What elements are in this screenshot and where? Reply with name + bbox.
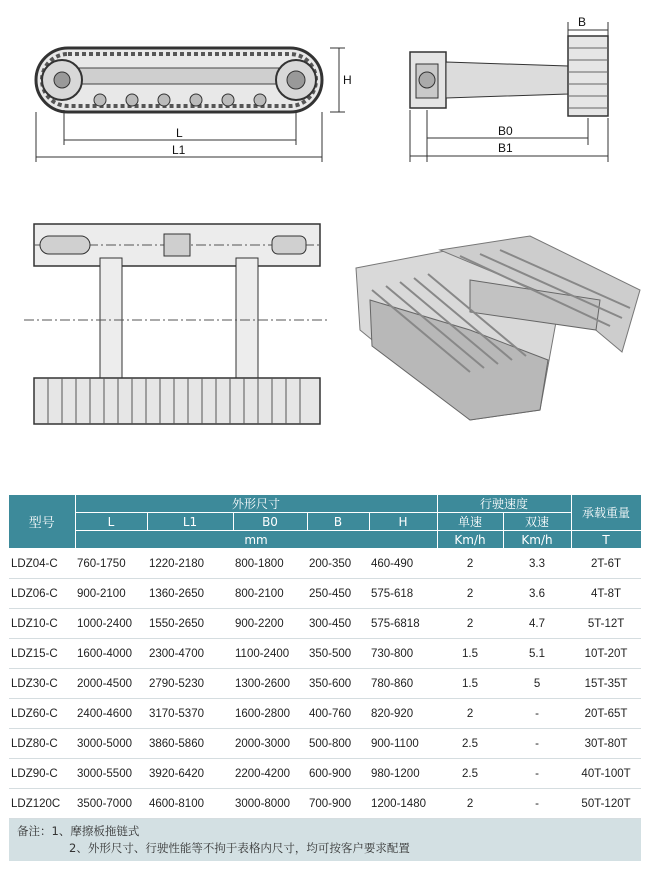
header-L1: L1 xyxy=(147,513,233,531)
table-row xyxy=(9,729,641,759)
note-line-2: 2、外形尺寸、行驶性能等不拘于表格内尺寸，均可按客户要求配置 xyxy=(69,841,410,855)
cell-L: 3000-5500 xyxy=(75,759,147,789)
header-H: H xyxy=(369,513,437,531)
cell-B0: 1600-2800 xyxy=(233,699,307,729)
cell-load: 20T-65T xyxy=(571,699,641,729)
cell-L1: 2300-4700 xyxy=(147,639,233,669)
header-L: L xyxy=(75,513,147,531)
table-row xyxy=(9,789,641,819)
cell-model: LDZ60-C xyxy=(9,699,75,729)
cell-L: 3500-7000 xyxy=(75,789,147,819)
cell-L: 2400-4600 xyxy=(75,699,147,729)
cell-double: - xyxy=(503,729,571,759)
cell-single: 2 xyxy=(437,609,503,639)
cell-double: 4.7 xyxy=(503,609,571,639)
cell-B: 400-760 xyxy=(307,699,369,729)
header-dimensions: 外形尺寸 xyxy=(75,495,437,513)
track-undercarriage-photo xyxy=(356,236,640,420)
cell-B0: 1100-2400 xyxy=(233,639,307,669)
cell-single: 2 xyxy=(437,699,503,729)
cell-single: 1.5 xyxy=(437,639,503,669)
cell-single: 2 xyxy=(437,789,503,819)
cell-double: 5.1 xyxy=(503,639,571,669)
header-unit-kmh-1: Km/h xyxy=(437,531,503,549)
cell-B: 700-900 xyxy=(307,789,369,819)
dim-label-L1: L1 xyxy=(172,143,186,157)
cell-H: 460-490 xyxy=(369,549,437,579)
top-view-chassis xyxy=(24,224,330,424)
cell-load: 40T-100T xyxy=(571,759,641,789)
table-row xyxy=(9,609,641,639)
cell-L1: 1360-2650 xyxy=(147,579,233,609)
cell-double: 5 xyxy=(503,669,571,699)
table-row xyxy=(9,579,641,609)
header-row-1 xyxy=(9,495,641,513)
cell-single: 2 xyxy=(437,579,503,609)
cell-double: - xyxy=(503,789,571,819)
cell-model: LDZ06-C xyxy=(9,579,75,609)
header-row-3 xyxy=(9,531,641,549)
cell-L1: 3170-5370 xyxy=(147,699,233,729)
cell-load: 50T-120T xyxy=(571,789,641,819)
cell-B: 300-450 xyxy=(307,609,369,639)
note-line-1: 备注：1、摩擦板拖链式 xyxy=(17,824,140,838)
dim-label-H: H xyxy=(343,73,352,87)
cell-H: 820-920 xyxy=(369,699,437,729)
cell-model: LDZ120C xyxy=(9,789,75,819)
cell-single: 2.5 xyxy=(437,729,503,759)
cell-double: 3.6 xyxy=(503,579,571,609)
dim-label-B1: B1 xyxy=(498,141,513,155)
table-row xyxy=(9,639,641,669)
cell-L: 900-2100 xyxy=(75,579,147,609)
header-load: 承载重量 xyxy=(571,495,641,531)
cell-B0: 2000-3000 xyxy=(233,729,307,759)
cell-model: LDZ30-C xyxy=(9,669,75,699)
cell-B0: 800-2100 xyxy=(233,579,307,609)
header-B: B xyxy=(307,513,369,531)
header-double-speed: 双速 xyxy=(503,513,571,531)
cell-load: 5T-12T xyxy=(571,609,641,639)
cell-model: LDZ04-C xyxy=(9,549,75,579)
cell-L: 1000-2400 xyxy=(75,609,147,639)
table-row xyxy=(9,669,641,699)
header-speed: 行驶速度 xyxy=(437,495,571,513)
cell-L: 3000-5000 xyxy=(75,729,147,759)
cell-load: 15T-35T xyxy=(571,669,641,699)
spec-table-container xyxy=(9,495,641,869)
cell-B: 200-350 xyxy=(307,549,369,579)
cell-single: 1.5 xyxy=(437,669,503,699)
cell-B0: 800-1800 xyxy=(233,549,307,579)
cell-H: 1200-1480 xyxy=(369,789,437,819)
cell-L1: 1550-2650 xyxy=(147,609,233,639)
table-notes xyxy=(9,819,641,861)
cell-B0: 900-2200 xyxy=(233,609,307,639)
cell-load: 30T-80T xyxy=(571,729,641,759)
spec-table xyxy=(9,495,642,819)
header-row-2 xyxy=(9,513,641,531)
cell-double: - xyxy=(503,699,571,729)
cell-B0: 1300-2600 xyxy=(233,669,307,699)
front-view-track xyxy=(410,36,608,116)
header-unit-t: T xyxy=(571,531,641,549)
cell-model: LDZ90-C xyxy=(9,759,75,789)
table-row xyxy=(9,699,641,729)
cell-H: 780-860 xyxy=(369,669,437,699)
cell-L1: 1220-2180 xyxy=(147,549,233,579)
header-unit-mm: mm xyxy=(75,531,437,549)
cell-H: 730-800 xyxy=(369,639,437,669)
cell-load: 4T-8T xyxy=(571,579,641,609)
cell-L: 1600-4000 xyxy=(75,639,147,669)
dim-label-B: B xyxy=(578,15,587,29)
header-single-speed: 单速 xyxy=(437,513,503,531)
cell-model: LDZ80-C xyxy=(9,729,75,759)
cell-B: 500-800 xyxy=(307,729,369,759)
table-row xyxy=(9,549,641,579)
cell-B: 350-500 xyxy=(307,639,369,669)
cell-single: 2 xyxy=(437,549,503,579)
dim-label-L: L xyxy=(176,126,183,140)
cell-L1: 2790-5230 xyxy=(147,669,233,699)
cell-single: 2.5 xyxy=(437,759,503,789)
dim-label-B0: B0 xyxy=(498,124,513,138)
cell-L: 760-1750 xyxy=(75,549,147,579)
cell-L1: 3920-6420 xyxy=(147,759,233,789)
header-model: 型号 xyxy=(9,495,75,549)
cell-B0: 3000-8000 xyxy=(233,789,307,819)
cell-model: LDZ10-C xyxy=(9,609,75,639)
cell-H: 980-1200 xyxy=(369,759,437,789)
header-B0: B0 xyxy=(233,513,307,531)
cell-B: 600-900 xyxy=(307,759,369,789)
cell-B: 350-600 xyxy=(307,669,369,699)
cell-load: 2T-6T xyxy=(571,549,641,579)
table-row xyxy=(9,759,641,789)
cell-H: 900-1100 xyxy=(369,729,437,759)
cell-B: 250-450 xyxy=(307,579,369,609)
cell-H: 575-6818 xyxy=(369,609,437,639)
cell-double: 3.3 xyxy=(503,549,571,579)
cell-L1: 4600-8100 xyxy=(147,789,233,819)
cell-L: 2000-4500 xyxy=(75,669,147,699)
cell-model: LDZ15-C xyxy=(9,639,75,669)
cell-L1: 3860-5860 xyxy=(147,729,233,759)
header-unit-kmh-2: Km/h xyxy=(503,531,571,549)
cell-double: - xyxy=(503,759,571,789)
side-view-track xyxy=(36,48,322,112)
cell-B0: 2200-4200 xyxy=(233,759,307,789)
cell-load: 10T-20T xyxy=(571,639,641,669)
cell-H: 575-618 xyxy=(369,579,437,609)
